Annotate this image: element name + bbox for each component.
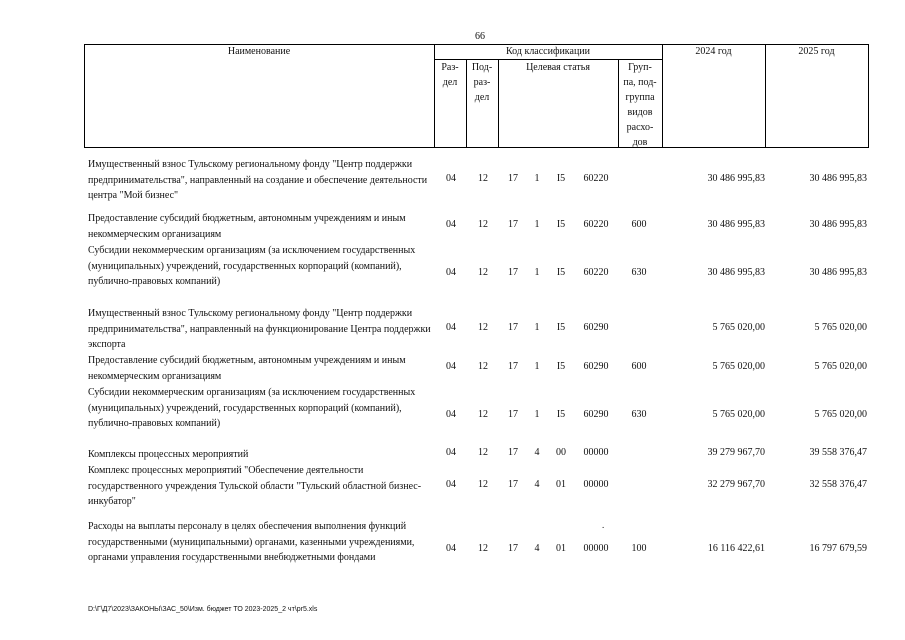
header-right-border bbox=[868, 44, 869, 148]
row-article-type: 1 bbox=[534, 219, 540, 230]
row-article-type: 1 bbox=[534, 173, 540, 184]
row-article-element: 00 bbox=[556, 447, 566, 458]
row-article-direction: 60220 bbox=[583, 267, 609, 278]
row-name: Предоставление субсидий бюджетным, автономным учреждениям и иным некоммерческим организациям bbox=[88, 355, 406, 382]
row-amount-2024: 30 486 995,83 bbox=[707, 219, 765, 230]
row-article-direction: 60290 bbox=[583, 322, 609, 333]
header-expense-group: Груп- па, под- группа видов расхо- дов bbox=[623, 62, 657, 148]
row-name: Предоставление субсидий бюджетным, автономным учреждениям и иным некоммерческим организациям bbox=[88, 213, 406, 240]
row-amount-2024: 5 765 020,00 bbox=[712, 361, 765, 372]
header-target-article: Целевая статья bbox=[526, 62, 590, 73]
row-subsection: 12 bbox=[478, 219, 488, 230]
row-article-element: 01 bbox=[556, 479, 566, 490]
row-article-type: 1 bbox=[534, 409, 540, 420]
row-subsection: 12 bbox=[478, 173, 488, 184]
row-article-type: 1 bbox=[534, 361, 540, 372]
row-expense-type: 100 bbox=[631, 543, 647, 554]
row-article-type: 1 bbox=[534, 322, 540, 333]
row-article-direction: 00000 bbox=[583, 479, 609, 490]
table-row bbox=[0, 157, 905, 205]
row-article-program: 17 bbox=[508, 267, 518, 278]
row-amount-2025: 30 486 995,83 bbox=[809, 173, 867, 184]
page-number: 66 bbox=[475, 31, 485, 42]
row-article-element: I5 bbox=[556, 409, 566, 420]
row-name: Имущественный взнос Тульскому региональному фонду "Центр поддержки предпринимательства", направленный на функционирование Центра поддержки экспорта bbox=[88, 308, 431, 350]
table-row bbox=[0, 519, 905, 583]
row-amount-2025: 5 765 020,00 bbox=[814, 361, 867, 372]
row-name: Имущественный взнос Тульскому региональному фонду "Центр поддержки предпринимательства", направленный на создание и обеспечение деятельности центра "Мой бизнес" bbox=[88, 159, 428, 201]
row-article-program: 17 bbox=[508, 219, 518, 230]
row-amount-2025: 32 558 376,47 bbox=[809, 479, 867, 490]
row-article-program: 17 bbox=[508, 361, 518, 372]
table-row bbox=[0, 385, 905, 449]
row-section: 04 bbox=[446, 409, 456, 420]
row-article-program: 17 bbox=[508, 173, 518, 184]
row-name: Субсидии некоммерческим организациям (за исключением государственных (муниципальных) учреждений, государственных корпораций (компаний), публично-правовых компаний) bbox=[88, 245, 416, 287]
row-section: 04 bbox=[446, 361, 456, 372]
row-amount-2025: 30 486 995,83 bbox=[809, 267, 867, 278]
row-name: Субсидии некоммерческим организациям (за исключением государственных (муниципальных) учреждений, государственных корпораций (компаний), публично-правовых компаний) bbox=[88, 387, 416, 429]
row-article-program: 17 bbox=[508, 447, 518, 458]
row-article-program: 17 bbox=[508, 322, 518, 333]
row-article-program: 17 bbox=[508, 543, 518, 554]
row-name: Расходы на выплаты персоналу в целях обеспечения выполнения функций государственными (муниципальными) органами, казенными учреждениями, органами управления государственными внебюджетными фондами bbox=[88, 521, 415, 563]
footer-file-path: D:\Г\Д7\2023\ЗАКОНЫ\ЗАС_50\Изм. бюджет ТО 2023-2025_2 чт\pr5.xls bbox=[88, 606, 318, 613]
header-year-2025: 2025 год bbox=[798, 46, 835, 57]
header-left-border bbox=[84, 44, 85, 148]
row-article-type: 4 bbox=[534, 447, 540, 458]
row-section: 04 bbox=[446, 479, 456, 490]
row-section: 04 bbox=[446, 447, 456, 458]
row-subsection: 12 bbox=[478, 447, 488, 458]
row-expense-type: 600 bbox=[631, 361, 647, 372]
header-subsection: Под- раз- дел bbox=[471, 62, 493, 103]
row-article-element: 01 bbox=[556, 543, 566, 554]
table-header bbox=[84, 44, 869, 148]
row-article-program: 17 bbox=[508, 409, 518, 420]
row-section: 04 bbox=[446, 543, 456, 554]
row-amount-2024: 5 765 020,00 bbox=[712, 322, 765, 333]
row-amount-2025: 30 486 995,83 bbox=[809, 219, 867, 230]
table-row bbox=[0, 353, 905, 385]
row-article-program: 17 bbox=[508, 479, 518, 490]
row-article-type: 4 bbox=[534, 543, 540, 554]
row-article-type: 4 bbox=[534, 479, 540, 490]
table-row bbox=[0, 211, 905, 243]
table-row bbox=[0, 306, 905, 354]
header-name: Наименование bbox=[227, 46, 291, 57]
row-expense-type: 630 bbox=[631, 409, 647, 420]
row-amount-2024: 16 116 422,61 bbox=[707, 543, 765, 554]
row-article-direction: 60290 bbox=[583, 409, 609, 420]
row-subsection: 12 bbox=[478, 322, 488, 333]
table-row bbox=[0, 447, 905, 463]
row-article-element: I5 bbox=[556, 361, 566, 372]
row-subsection: 12 bbox=[478, 543, 488, 554]
header-section: Раз- дел bbox=[441, 62, 459, 88]
header-year-2024: 2024 год bbox=[695, 46, 732, 57]
stray-mark: . bbox=[602, 520, 605, 530]
header-code-classification: Код классификации bbox=[505, 46, 591, 57]
row-amount-2024: 39 279 967,70 bbox=[707, 447, 765, 458]
row-article-direction: 60220 bbox=[583, 219, 609, 230]
row-article-direction: 60290 bbox=[583, 361, 609, 372]
row-section: 04 bbox=[446, 173, 456, 184]
row-amount-2025: 16 797 679,59 bbox=[809, 543, 867, 554]
row-amount-2025: 5 765 020,00 bbox=[814, 409, 867, 420]
row-section: 04 bbox=[446, 219, 456, 230]
row-amount-2025: 39 558 376,47 bbox=[809, 447, 867, 458]
header-bottom-border bbox=[84, 147, 869, 148]
row-subsection: 12 bbox=[478, 479, 488, 490]
row-subsection: 12 bbox=[478, 409, 488, 420]
row-article-direction: 00000 bbox=[583, 447, 609, 458]
row-name: Комплексы процессных мероприятий bbox=[88, 449, 249, 460]
row-section: 04 bbox=[446, 322, 456, 333]
row-amount-2024: 5 765 020,00 bbox=[712, 409, 765, 420]
row-article-element: I5 bbox=[556, 173, 566, 184]
row-article-element: I5 bbox=[556, 322, 566, 333]
row-article-element: I5 bbox=[556, 219, 566, 230]
row-section: 04 bbox=[446, 267, 456, 278]
row-amount-2024: 30 486 995,83 bbox=[707, 173, 765, 184]
row-amount-2024: 30 486 995,83 bbox=[707, 267, 765, 278]
row-amount-2024: 32 279 967,70 bbox=[707, 479, 765, 490]
row-amount-2025: 5 765 020,00 bbox=[814, 322, 867, 333]
row-expense-type: 630 bbox=[631, 267, 647, 278]
row-subsection: 12 bbox=[478, 361, 488, 372]
table-row bbox=[0, 243, 905, 307]
row-article-direction: 00000 bbox=[583, 543, 609, 554]
row-article-direction: 60220 bbox=[583, 173, 609, 184]
row-name: Комплекс процессных мероприятий "Обеспечение деятельности государственного учреждения Тульской области "Тульский областной бизнес-инкубатор" bbox=[88, 465, 422, 507]
table-row bbox=[0, 463, 905, 511]
row-subsection: 12 bbox=[478, 267, 488, 278]
row-expense-type: 600 bbox=[631, 219, 647, 230]
row-article-type: 1 bbox=[534, 267, 540, 278]
row-article-element: I5 bbox=[556, 267, 566, 278]
